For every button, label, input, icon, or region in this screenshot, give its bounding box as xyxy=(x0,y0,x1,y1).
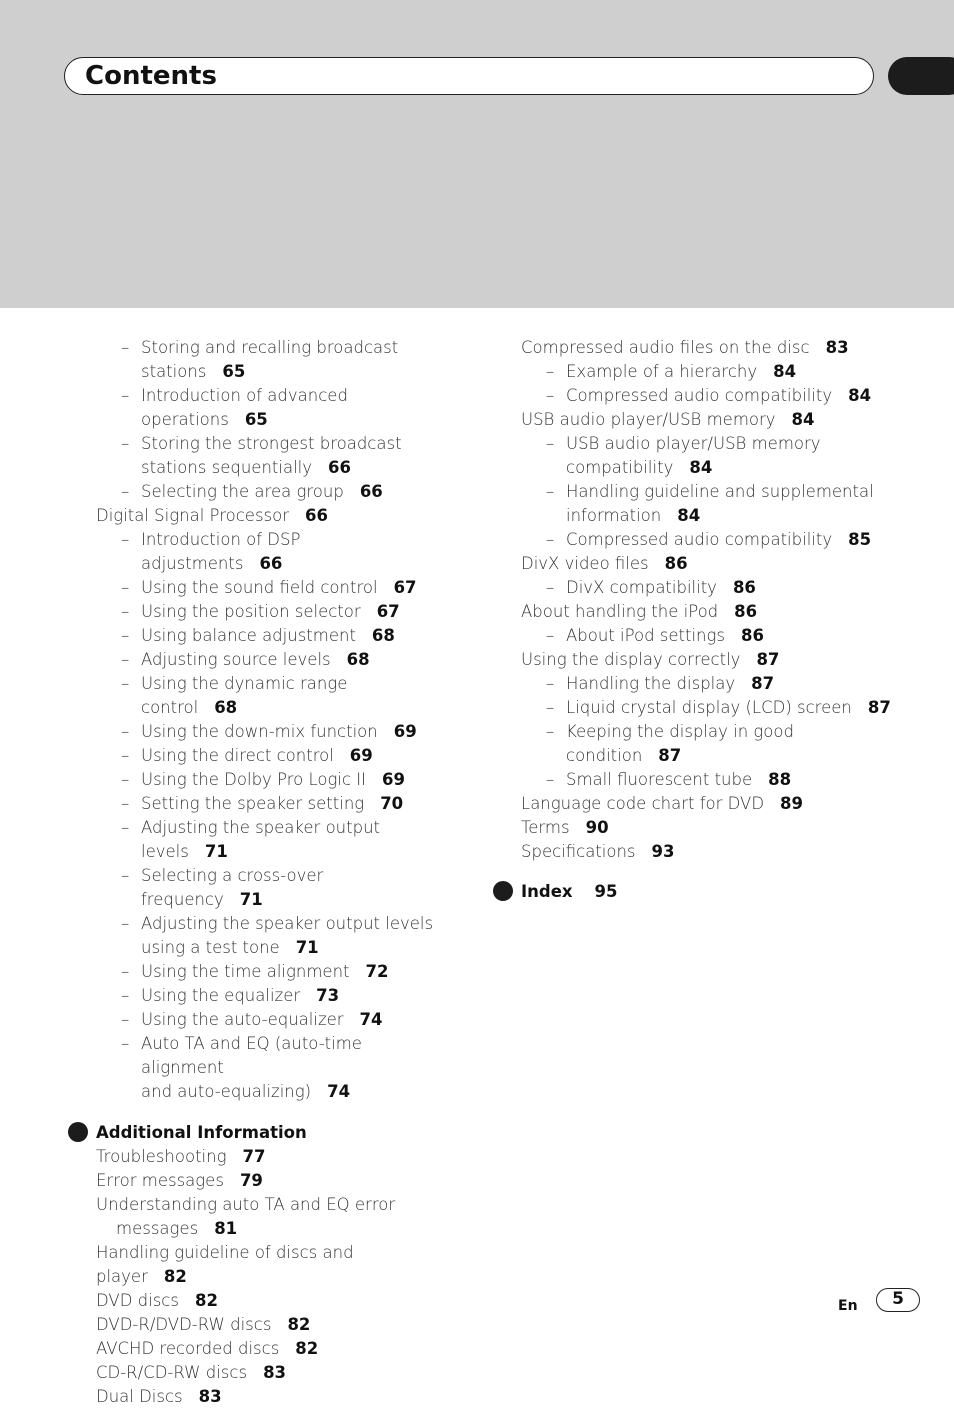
entry-text: Compressed audio compatibility xyxy=(566,386,833,405)
toc-subentry[interactable] xyxy=(96,336,446,384)
entry-text: USB audio player/USB memory xyxy=(566,434,821,453)
entry-text: Language code chart for DVD xyxy=(521,794,765,813)
entry-text: Introduction of DSP adjustments xyxy=(141,530,301,573)
page-number: 84 xyxy=(773,362,797,381)
toc-entry[interactable] xyxy=(96,1313,446,1337)
entry-text: Using balance adjustment xyxy=(141,626,356,645)
toc-subentry[interactable] xyxy=(96,816,446,864)
entry-text-continued: and auto-equalizing) xyxy=(141,1082,312,1101)
dash-marker: – xyxy=(546,722,555,741)
page-number: 65 xyxy=(222,362,246,381)
toc-subentry[interactable] xyxy=(96,792,446,816)
page-number: 67 xyxy=(376,602,400,621)
entry-text: Using the auto-equalizer xyxy=(141,1010,344,1029)
entry-text: Adjusting source levels xyxy=(141,650,331,669)
entry-text: Using the dynamic range control xyxy=(141,674,348,717)
entry-text: Error messages xyxy=(96,1171,224,1190)
language-label: En xyxy=(838,1298,858,1314)
page-number: 90 xyxy=(585,818,609,837)
dash-marker: – xyxy=(121,434,130,453)
page-number: 66 xyxy=(305,506,328,525)
entry-text: Auto TA and EQ (auto-time alignment xyxy=(141,1034,362,1077)
page-number: 81 xyxy=(214,1219,238,1238)
toc-entry[interactable] xyxy=(96,1361,446,1385)
entry-text-continued: operations xyxy=(141,410,229,429)
page-number: 77 xyxy=(242,1147,266,1166)
entry-text: Storing and recalling broadcast xyxy=(141,338,399,357)
page-number: 72 xyxy=(365,962,389,981)
entry-text: About iPod settings xyxy=(566,626,726,645)
page-number: 87 xyxy=(658,746,682,765)
page-number: 88 xyxy=(768,770,792,789)
entry-text-continued: information xyxy=(566,506,662,525)
entry-text-continued: condition xyxy=(566,746,643,765)
entry-text: Keeping the display in good xyxy=(566,722,794,741)
entry-text: Specifications xyxy=(521,842,636,861)
page-number: 71 xyxy=(239,890,263,909)
entry-text: Handling the display xyxy=(566,674,736,693)
toc-subentry[interactable] xyxy=(96,576,446,600)
dash-marker: – xyxy=(121,578,130,597)
entry-text: Selecting a cross-over frequency xyxy=(141,866,324,909)
page-number: 84 xyxy=(848,386,872,405)
page-number: 86 xyxy=(664,554,688,573)
dash-marker: – xyxy=(121,914,130,933)
entry-text-continued: stations xyxy=(141,362,207,381)
entry-text-continued: using a test tone xyxy=(141,938,280,957)
section-heading-index[interactable] xyxy=(521,880,901,904)
toc-subentry[interactable] xyxy=(521,360,901,384)
entry-text: Using the direct control xyxy=(141,746,334,765)
entry-text: Using the time alignment xyxy=(141,962,350,981)
toc-right-list xyxy=(521,336,901,864)
toc-subentry[interactable] xyxy=(96,648,446,672)
dash-marker: – xyxy=(121,602,130,621)
dash-marker: – xyxy=(546,434,555,453)
title-bar xyxy=(64,57,874,95)
entry-text: Setting the speaker setting xyxy=(141,794,365,813)
entry-text-continued: messages xyxy=(116,1219,199,1238)
page-number-badge: 5 xyxy=(876,1288,920,1312)
entry-text: AVCHD recorded discs xyxy=(96,1339,280,1358)
toc-entry[interactable] xyxy=(96,504,446,528)
page-number: 82 xyxy=(194,1291,218,1310)
toc-subentry[interactable] xyxy=(96,624,446,648)
section-title: Additional Information xyxy=(96,1123,307,1142)
entry-text: Adjusting the speaker output xyxy=(141,818,380,837)
toc-entry[interactable] xyxy=(96,1289,446,1313)
page-number: 74 xyxy=(359,1010,383,1029)
toc-subentry[interactable] xyxy=(521,720,901,768)
dash-marker: – xyxy=(121,1010,130,1029)
dash-marker: – xyxy=(121,386,130,405)
toc-subentry[interactable] xyxy=(521,624,901,648)
dash-marker: – xyxy=(121,626,130,645)
entry-text-continued: stations sequentially xyxy=(141,458,313,477)
toc-subentry[interactable] xyxy=(96,960,446,984)
dash-marker: – xyxy=(121,818,130,837)
toc-entry[interactable] xyxy=(96,1193,446,1241)
page-number: 66 xyxy=(328,458,351,477)
toc-subentry[interactable] xyxy=(96,672,446,720)
entry-text: Troubleshooting xyxy=(96,1147,227,1166)
page-number: 86 xyxy=(732,578,756,597)
entry-text-continued: levels xyxy=(141,842,189,861)
page-number: 87 xyxy=(756,650,780,669)
page-number: 68 xyxy=(371,626,395,645)
dash-marker: – xyxy=(121,1034,130,1053)
page-number: 93 xyxy=(651,842,675,861)
page-number: 86 xyxy=(741,626,764,645)
entry-text: Using the position selector xyxy=(141,602,361,621)
dash-marker: – xyxy=(121,674,130,693)
page-number: 71 xyxy=(204,842,228,861)
entry-text: Using the Dolby Pro Logic II xyxy=(141,770,367,789)
entry-text: Storing the strongest broadcast xyxy=(141,434,402,453)
toc-entry[interactable] xyxy=(521,648,901,672)
page-title: Contents xyxy=(85,61,217,91)
toc-subentry[interactable] xyxy=(96,744,446,768)
entry-text: Using the display correctly xyxy=(521,650,741,669)
page-number: 83 xyxy=(198,1387,222,1406)
toc-subentry[interactable] xyxy=(521,768,901,792)
toc-left-column xyxy=(96,336,446,1409)
page-number: 69 xyxy=(349,746,373,765)
page-number: 74 xyxy=(327,1082,351,1101)
chapter-tab xyxy=(888,57,954,95)
entry-text: Handling guideline of discs and player xyxy=(96,1243,354,1286)
page-number: 87 xyxy=(867,698,891,717)
toc-entry[interactable] xyxy=(521,600,901,624)
toc-entry[interactable] xyxy=(521,840,901,864)
section-page-number: 95 xyxy=(594,882,618,901)
section-bullet-icon xyxy=(493,881,513,901)
entry-text: Dual Discs xyxy=(96,1387,183,1406)
toc-subentry[interactable] xyxy=(521,384,901,408)
dash-marker: – xyxy=(121,962,130,981)
page-number: 87 xyxy=(751,674,775,693)
entry-text: Introduction of advanced xyxy=(141,386,348,405)
entry-text: Adjusting the speaker output levels xyxy=(141,914,434,933)
page-number: 85 xyxy=(848,530,872,549)
toc-subentry[interactable] xyxy=(96,912,446,960)
toc-subentry[interactable] xyxy=(521,672,901,696)
dash-marker: – xyxy=(546,386,555,405)
dash-marker: – xyxy=(546,626,555,645)
page-number: 67 xyxy=(393,578,417,597)
entry-text: About handling the iPod xyxy=(521,602,719,621)
dash-marker: – xyxy=(121,338,130,357)
toc-entry[interactable] xyxy=(96,1337,446,1361)
entry-text: Example of a hierarchy xyxy=(566,362,758,381)
dash-marker: – xyxy=(546,578,555,597)
toc-subentry[interactable] xyxy=(96,1008,446,1032)
page-number: 86 xyxy=(734,602,758,621)
toc-subentry[interactable] xyxy=(96,384,446,432)
toc-entry[interactable] xyxy=(96,1169,446,1193)
page-number: 83 xyxy=(825,338,849,357)
toc-subentry[interactable] xyxy=(521,528,901,552)
dash-marker: – xyxy=(121,746,130,765)
entry-text: Handling guideline and supplemental xyxy=(566,482,874,501)
dash-marker: – xyxy=(546,530,555,549)
header-band xyxy=(0,0,954,308)
entry-text: Selecting the area group xyxy=(141,482,344,501)
page-number: 65 xyxy=(244,410,268,429)
page-number: 66 xyxy=(359,482,383,501)
dash-marker: – xyxy=(121,986,130,1005)
entry-text: DVD discs xyxy=(96,1291,179,1310)
toc-subentry[interactable] xyxy=(521,432,901,480)
entry-text: Small fluorescent tube xyxy=(566,770,753,789)
entry-text: Using the down-mix function xyxy=(141,722,378,741)
page-number: 66 xyxy=(259,554,283,573)
toc-entry[interactable] xyxy=(96,1241,446,1289)
dash-marker: – xyxy=(121,722,130,741)
page-number: 70 xyxy=(380,794,404,813)
entry-text: DivX video files xyxy=(521,554,649,573)
entry-text-continued: compatibility xyxy=(566,458,674,477)
entry-text: Understanding auto TA and EQ error xyxy=(96,1195,396,1214)
entry-text: Using the equalizer xyxy=(141,986,301,1005)
dash-marker: – xyxy=(546,362,555,381)
dash-marker: – xyxy=(546,482,555,501)
toc-subentry[interactable] xyxy=(96,984,446,1008)
page-number: 84 xyxy=(791,410,815,429)
entry-text: Compressed audio files on the disc xyxy=(521,338,810,357)
entry-text: Digital Signal Processor xyxy=(96,506,290,525)
toc-entry[interactable] xyxy=(96,1385,446,1409)
toc-left-list xyxy=(96,336,446,1104)
toc-subentry[interactable] xyxy=(96,1032,446,1104)
entry-text: USB audio player/USB memory xyxy=(521,410,776,429)
toc-subentry[interactable] xyxy=(96,864,446,912)
page-number: 73 xyxy=(316,986,340,1005)
section-title: Index xyxy=(521,882,573,901)
page-number: 69 xyxy=(393,722,417,741)
toc-subentry[interactable] xyxy=(96,528,446,576)
page-number: 82 xyxy=(163,1267,187,1286)
page-number: 69 xyxy=(382,770,405,789)
entry-text: DVD-R/DVD-RW discs xyxy=(96,1315,272,1334)
toc-subentry[interactable] xyxy=(96,600,446,624)
toc-subentry[interactable] xyxy=(521,480,901,528)
page-number: 68 xyxy=(214,698,238,717)
entry-text: Using the sound field control xyxy=(141,578,378,597)
dash-marker: – xyxy=(546,770,555,789)
toc-subentry[interactable] xyxy=(96,720,446,744)
dash-marker: – xyxy=(121,794,130,813)
toc-entry[interactable] xyxy=(521,792,901,816)
toc-subentry[interactable] xyxy=(521,696,901,720)
entry-text: Terms xyxy=(521,818,570,837)
page-number: 83 xyxy=(263,1363,287,1382)
toc-entry[interactable] xyxy=(521,336,901,360)
dash-marker: – xyxy=(121,770,130,789)
page-number: 84 xyxy=(677,506,701,525)
dash-marker: – xyxy=(121,530,130,549)
toc-entry[interactable] xyxy=(521,408,901,432)
page-number: 68 xyxy=(346,650,370,669)
toc-entry[interactable] xyxy=(96,1145,446,1169)
toc-entry[interactable] xyxy=(521,552,901,576)
section-heading-additional[interactable] xyxy=(96,1121,446,1145)
toc-subentry[interactable] xyxy=(96,480,446,504)
dash-marker: – xyxy=(546,698,555,717)
page-number: 71 xyxy=(295,938,319,957)
dash-marker: – xyxy=(546,674,555,693)
toc-right-column xyxy=(521,336,901,904)
dash-marker: – xyxy=(121,866,130,885)
dash-marker: – xyxy=(121,650,130,669)
entry-text: CD-R/CD-RW discs xyxy=(96,1363,248,1382)
page-number: 79 xyxy=(239,1171,263,1190)
page-number: 84 xyxy=(689,458,713,477)
entry-text: Compressed audio compatibility xyxy=(566,530,833,549)
page-number: 82 xyxy=(287,1315,311,1334)
toc-additional-list xyxy=(96,1145,446,1409)
toc-entry[interactable] xyxy=(521,816,901,840)
entry-text: DivX compatibility xyxy=(566,578,717,597)
page-number: 82 xyxy=(295,1339,319,1358)
toc-subentry[interactable] xyxy=(521,576,901,600)
section-bullet-icon xyxy=(68,1122,88,1142)
toc-subentry[interactable] xyxy=(96,768,446,792)
entry-text: Liquid crystal display (LCD) screen xyxy=(566,698,852,717)
dash-marker: – xyxy=(121,482,130,501)
page-number: 89 xyxy=(780,794,804,813)
toc-subentry[interactable] xyxy=(96,432,446,480)
